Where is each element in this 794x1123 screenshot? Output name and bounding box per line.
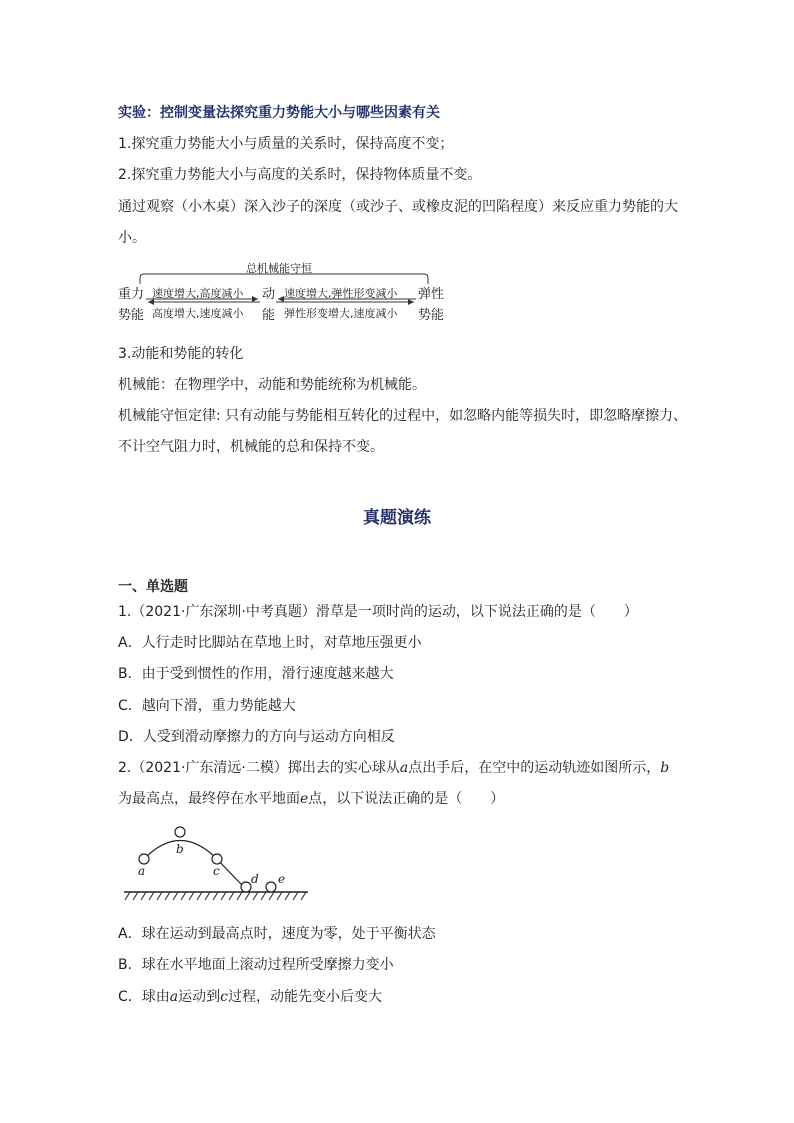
q2-c-var-a: a (169, 989, 179, 1005)
trajectory-drawing (122, 822, 312, 912)
point-c-label: c (213, 864, 220, 878)
right-lower-label: 弹性形变增大,速度减小 (284, 307, 398, 320)
observe-line-2: 小。 (118, 230, 146, 246)
q1-option-b[interactable]: B．由于受到惯性的作用，滑行速度越来越大 (118, 666, 394, 682)
trajectory-figure (122, 822, 312, 912)
point-a-label: a (138, 864, 146, 878)
point-2: 2.探究重力势能大小与高度的关系时，保持物体质量不变。 (118, 167, 482, 183)
q2-option-a[interactable]: A．球在运动到最高点时，速度为零，处于平衡状态 (118, 926, 436, 942)
left-upper-label: 速度增大,高度减小 (152, 287, 244, 300)
q1-option-c[interactable]: C．越向下滑，重力势能越大 (118, 698, 296, 714)
section-label: 一、单选题 (118, 579, 188, 595)
q2-stem-line-2 (118, 790, 504, 808)
q2-var-a: a (399, 760, 409, 776)
left-lower-label: 高度增大,速度减小 (152, 307, 244, 320)
q1-option-a[interactable]: A．人行走时比脚站在草地上时，对草地压强更小 (118, 635, 422, 651)
q1-stem: 1.（2021·广东深圳·中考真题）滑草是一项时尚的运动，以下说法正确的是（ ） (118, 604, 638, 620)
point-d-label: d (251, 872, 259, 886)
q2-c-pre: C．球由 (118, 989, 170, 1005)
point-b-label: b (176, 842, 184, 856)
q2-var-e: e (300, 791, 309, 807)
conservation-law-line-1: 机械能守恒定律: 只有动能与势能相互转化的过程中，如忽略内能等损失时，即忽略摩擦力、 (118, 408, 688, 424)
diagram-top-label: 总机械能守恒 (246, 262, 312, 275)
point-1: 1.探究重力势能大小与质量的关系时，保持高度不变； (118, 136, 454, 152)
mechanical-energy-definition: 机械能：在物理学中，动能和势能统称为机械能。 (118, 377, 426, 393)
q2-stem2-pre: 为最高点，最终停在水平地面 (118, 791, 300, 807)
gravity-label-2: 势能 (118, 308, 145, 323)
q2-c-mid: 运动到 (178, 989, 221, 1005)
elastic-label-2: 势能 (418, 308, 445, 323)
energy-conversion-diagram (118, 256, 458, 326)
experiment-heading: 实验：控制变量法探究重力势能大小与哪些因素有关 (118, 105, 440, 121)
q2-stem-pre: 2.（2021·广东清远·二模）掷出去的实心球从 (118, 760, 400, 776)
q2-option-c[interactable] (118, 988, 382, 1006)
point-e-label: e (278, 872, 286, 886)
elastic-label-1: 弹性 (418, 287, 445, 302)
q2-c-post: 过程，动能先变小后变大 (227, 989, 382, 1005)
q2-stem-mid: 点出手后，在空中的运动轨迹如图所示， (408, 760, 661, 776)
kinetic-label-1: 动 (262, 287, 276, 302)
conversion-title: 3.动能和势能的转化 (118, 346, 244, 362)
q2-c-var-c: c (220, 989, 228, 1005)
q2-option-b[interactable]: B．球在水平地面上滚动过程所受摩擦力变小 (118, 957, 394, 973)
conservation-law-line-2: 不计空气阻力时，机械能的总和保持不变。 (118, 439, 384, 455)
practice-title: 真题演练 (363, 508, 431, 528)
q2-stem2-post: 点，以下说法正确的是（ ） (308, 791, 505, 807)
q1-option-d[interactable]: D．人受到滑动摩擦力的方向与运动方向相反 (118, 729, 395, 745)
q2-stem-line-1 (118, 759, 669, 777)
observe-line-1: 通过观察（小木桌）深入沙子的深度（或沙子、或橡皮泥的凹陷程度）来反应重力势能的大 (118, 199, 678, 215)
kinetic-label-2: 能 (262, 308, 276, 323)
q2-var-b: b (660, 760, 670, 776)
right-upper-label: 速度增大,弹性形变减小 (284, 287, 398, 300)
gravity-label-1: 重力 (118, 287, 145, 302)
